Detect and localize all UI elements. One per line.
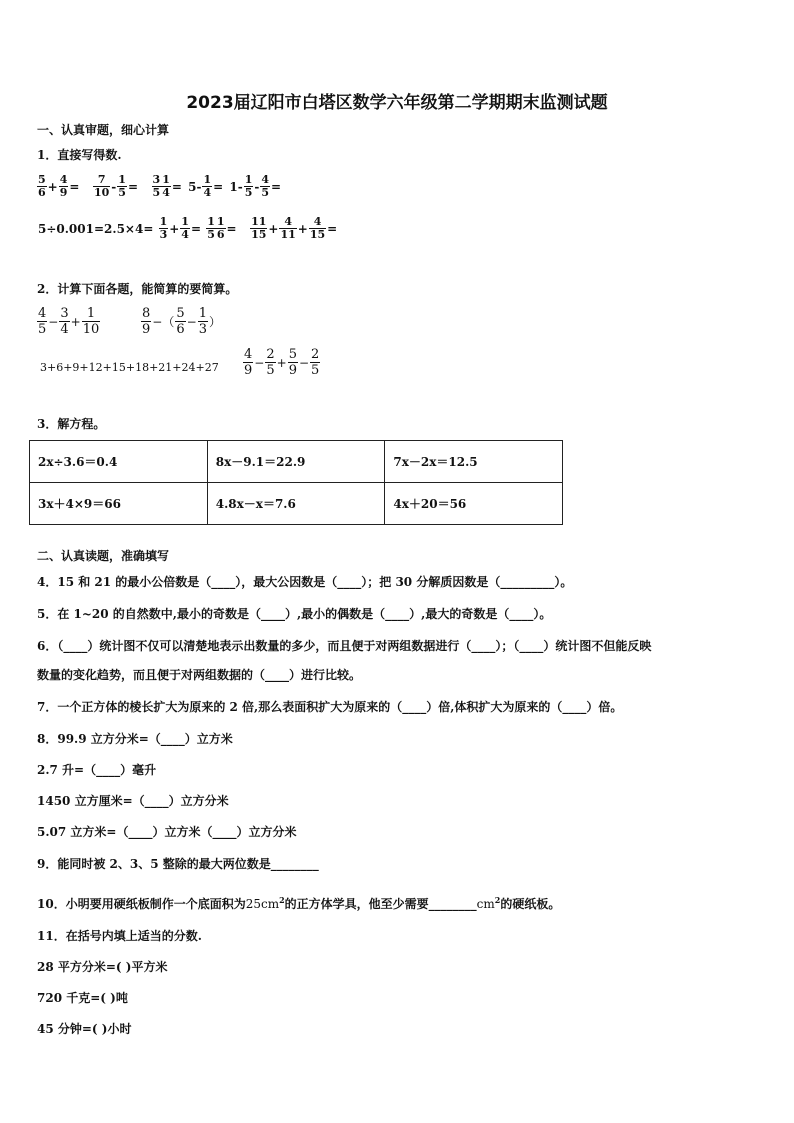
table-row [30, 441, 563, 483]
page-title: 2023届辽阳市白塔区数学六年级第二学期期末监测试题 [186, 93, 608, 113]
question-8-item-4: 5.07 立方米=（____）立方米（____）立方分米 [37, 825, 297, 839]
section-1-heading: 一、认真审题，细心计算 [37, 123, 170, 137]
fraction: $\frac{1}{5}$ [207, 215, 215, 241]
fraction: $\frac{4}{15}$ [309, 215, 326, 241]
fraction: $\frac{7}{10}$ [93, 173, 110, 199]
fraction: $\frac{1}{4}$ [181, 215, 189, 241]
question-8-item-1: 8．99.9 立方分米=（____）立方米 [37, 732, 233, 746]
equation-cell: 4x＋20＝56 [385, 483, 563, 525]
equation-cell: 8x－9.1＝22.9 [207, 441, 385, 483]
section-2-heading: 二、认真读题，准确填写 [37, 549, 170, 563]
table-row [30, 483, 563, 525]
question-9: 9．能同时被 2、3、5 整除的最大两位数是________ [37, 857, 319, 871]
fraction: $\frac{4}{5}$ [261, 173, 269, 199]
question-6-line-1: 6．（____）统计图不仅可以清楚地表示出数量的多少，而且便于对两组数据进行（____）；（____）统计图不但能反映 [37, 639, 652, 653]
question-11-item-2: 720 千克=( )吨 [37, 991, 128, 1005]
fraction: $\frac{1}{5}$ [244, 173, 253, 199]
question-8-item-2: 2.7 升=（____）毫升 [37, 763, 157, 777]
q2-expression-1: $\frac{4}{5}$ − $\frac{3}{4}$ + $\frac{1}{10}$ [38, 306, 100, 337]
fraction: $\frac{1}{5}$ [118, 173, 126, 199]
question-3-label: 3．解方程。 [37, 417, 106, 431]
question-5: 5．在 1~20 的自然数中,最小的奇数是（____）,最小的偶数是（____）,最大的奇数是（____）。 [37, 607, 552, 621]
equation-cell: 4.8x－x＝7.6 [207, 483, 385, 525]
question-1-label: 1．直接写得数. [37, 148, 122, 162]
fraction: $\frac{1}{3}$ [159, 215, 168, 241]
question-8-item-3: 1450 立方厘米=（____）立方分米 [37, 794, 229, 808]
equation-cell: 7x－2x＝12.5 [385, 441, 563, 483]
question-10: 10．小明要用硬纸板制作一个底面积为$25cm^2$的正方体学具，他至少需要$\_\_\_\_\_\_\_\_cm^2$的硬纸板。 [37, 895, 561, 911]
question-4: 4．15 和 21 的最小公倍数是（____），最大公因数是（____）；把 30 分解质因数是（_________）。 [37, 575, 573, 589]
q2-expression-4: $\frac{4}{9}$ − $\frac{2}{5}$ + $\frac{5}{9}$ − $\frac{2}{5}$ [244, 347, 320, 378]
fraction: $\frac{4}{11}$ [280, 215, 296, 241]
fraction: $\frac{5}{6}$ [38, 173, 46, 199]
fraction: $\frac{1}{4}$ [162, 173, 170, 199]
equation-cell: 2x÷3.6＝0.4 [30, 441, 208, 483]
question-11-item-1: 28 平方分米=( )平方米 [37, 960, 168, 974]
q2-expression-2: $\frac{8}{9}$ −（ $\frac{5}{6}$ − $\frac{1}{3}$ ） [142, 306, 221, 337]
question-2-label: 2．计算下面各题，能简算的要简算。 [37, 282, 238, 296]
q2-expression-3: 3+6+9+12+15+18+21+24+27 [40, 361, 219, 374]
fraction: $\frac{4}{9}$ [59, 173, 68, 199]
question-11-item-3: 45 分钟=( )小时 [37, 1022, 132, 1036]
q1-row1: $\frac{5}{6}$ + $\frac{4}{9}$ = $\frac{7}{10}$ - $\frac{1}{5}$ = $\frac{3}{5}$ $\frac{1}{4}$ = 5- $\frac{1}{4}$ = 1- $\frac{1}{5}$ - $\frac{4}{5}$ = [38, 173, 282, 199]
fraction: $\frac{11}{15}$ [251, 215, 267, 241]
q1-row2: 5÷0.001=2.5×4= $\frac{1}{3}$ + $\frac{1}{4}$ = $\frac{1}{5}$ $\frac{1}{6}$ = $\frac{11}{15}$ + $\frac{4}{11}$ + $\frac{4}{15}$ = [38, 215, 338, 241]
equation-cell: 3x＋4×9＝66 [30, 483, 208, 525]
fraction: $\frac{3}{5}$ [152, 173, 161, 199]
equation-table [29, 440, 563, 525]
fraction: $\frac{1}{6}$ [216, 215, 225, 241]
question-7: 7．一个正方体的棱长扩大为原来的 2 倍,那么表面积扩大为原来的（____）倍,体积扩大为原来的（____）倍。 [37, 700, 623, 714]
question-11-label: 11．在括号内填上适当的分数. [37, 929, 202, 943]
question-6-line-2: 数量的变化趋势，而且便于对两组数据的（____）进行比较。 [37, 668, 362, 682]
fraction: $\frac{1}{4}$ [203, 173, 212, 199]
